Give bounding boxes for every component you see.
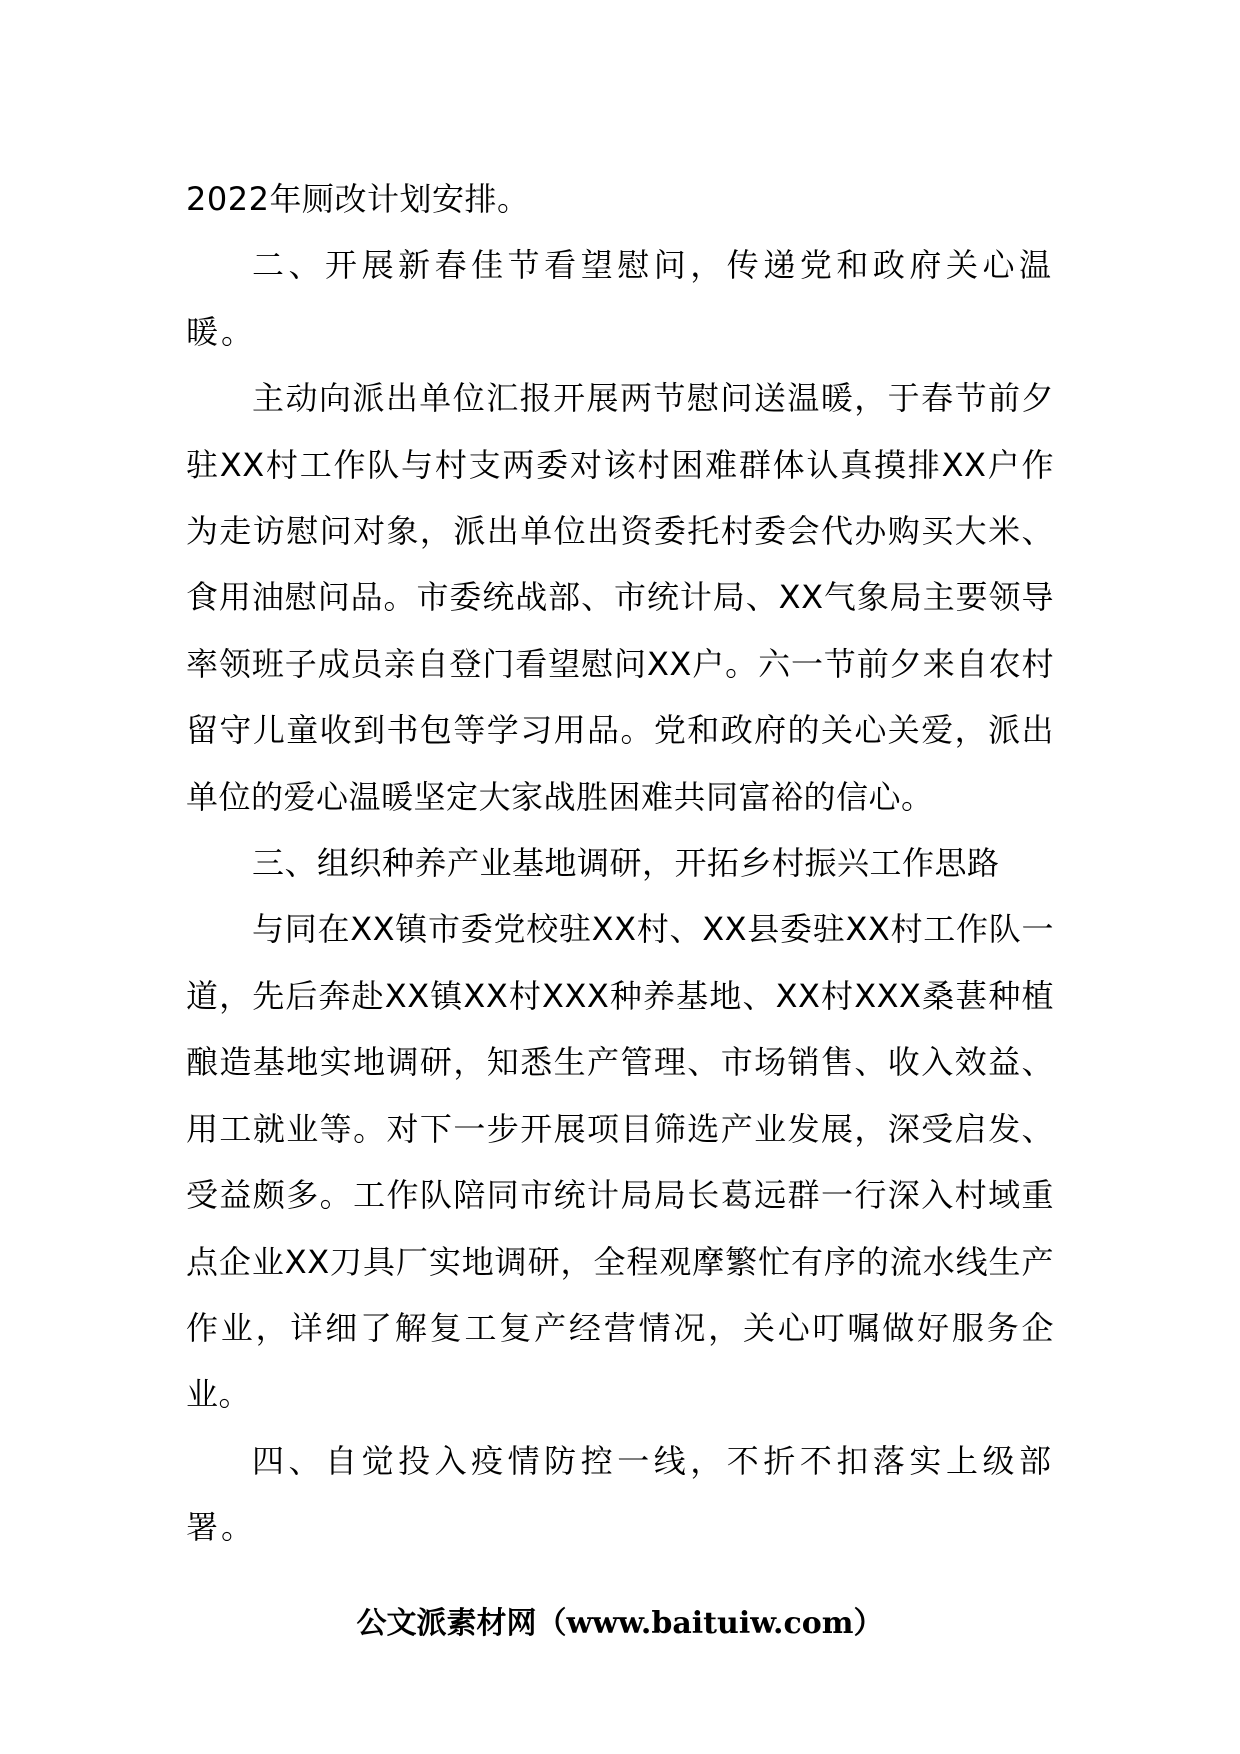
section-heading-3: 三、组织种养产业基地调研，开拓乡村振兴工作思路 [252, 844, 1000, 883]
paragraph-festival-visits: 主动向派出单位汇报开展两节慰问送温暖，于春节前夕驻XX村工作队与村支两委对该村困难群体认真摸排XX户作为走访慰问对象，派出单位出资委托村委会代办购买大米、食用油慰问品。市委统战部、市统计局、XX气象局主要领导率领班子成员亲自登门看望慰问XX户。六一节前夕来自农村留守儿童收到书包等学习用品。党和政府的关心关爱，派出单位的爱心温暖坚定大家战胜困难共同富裕的信心。 [186, 379, 1054, 816]
section-heading-4: 四、自觉投入疫情防控一线，不折不扣落实上级部署。 [186, 1441, 1054, 1547]
paragraph-industry-research: 与同在XX镇市委党校驻XX村、XX县委驻XX村工作队一道，先后奔赴XX镇XX村XXX种养基地、XX村XXX桑葚种植酿造基地实地调研，知悉生产管理、市场销售、收入效益、用工就业等。对下一步开展项目筛选产业发展，深受启发、受益颇多。工作队陪同市统计局局长葛远群一行深入村域重点企业XX刀具厂实地调研，全程观摩繁忙有序的流水线生产作业，详细了解复工复产经营情况，关心叮嘱做好服务企业。 [186, 910, 1054, 1414]
section-heading-2: 二、开展新春佳节看望慰问，传递党和政府关心温暖。 [186, 246, 1054, 351]
document-body [186, 166, 1054, 1561]
paragraph-toilet-plan-end: 2022年厕改计划安排。 [186, 180, 530, 218]
footer-watermark: 公文派素材网（www.baituiw.com） [356, 1606, 884, 1641]
